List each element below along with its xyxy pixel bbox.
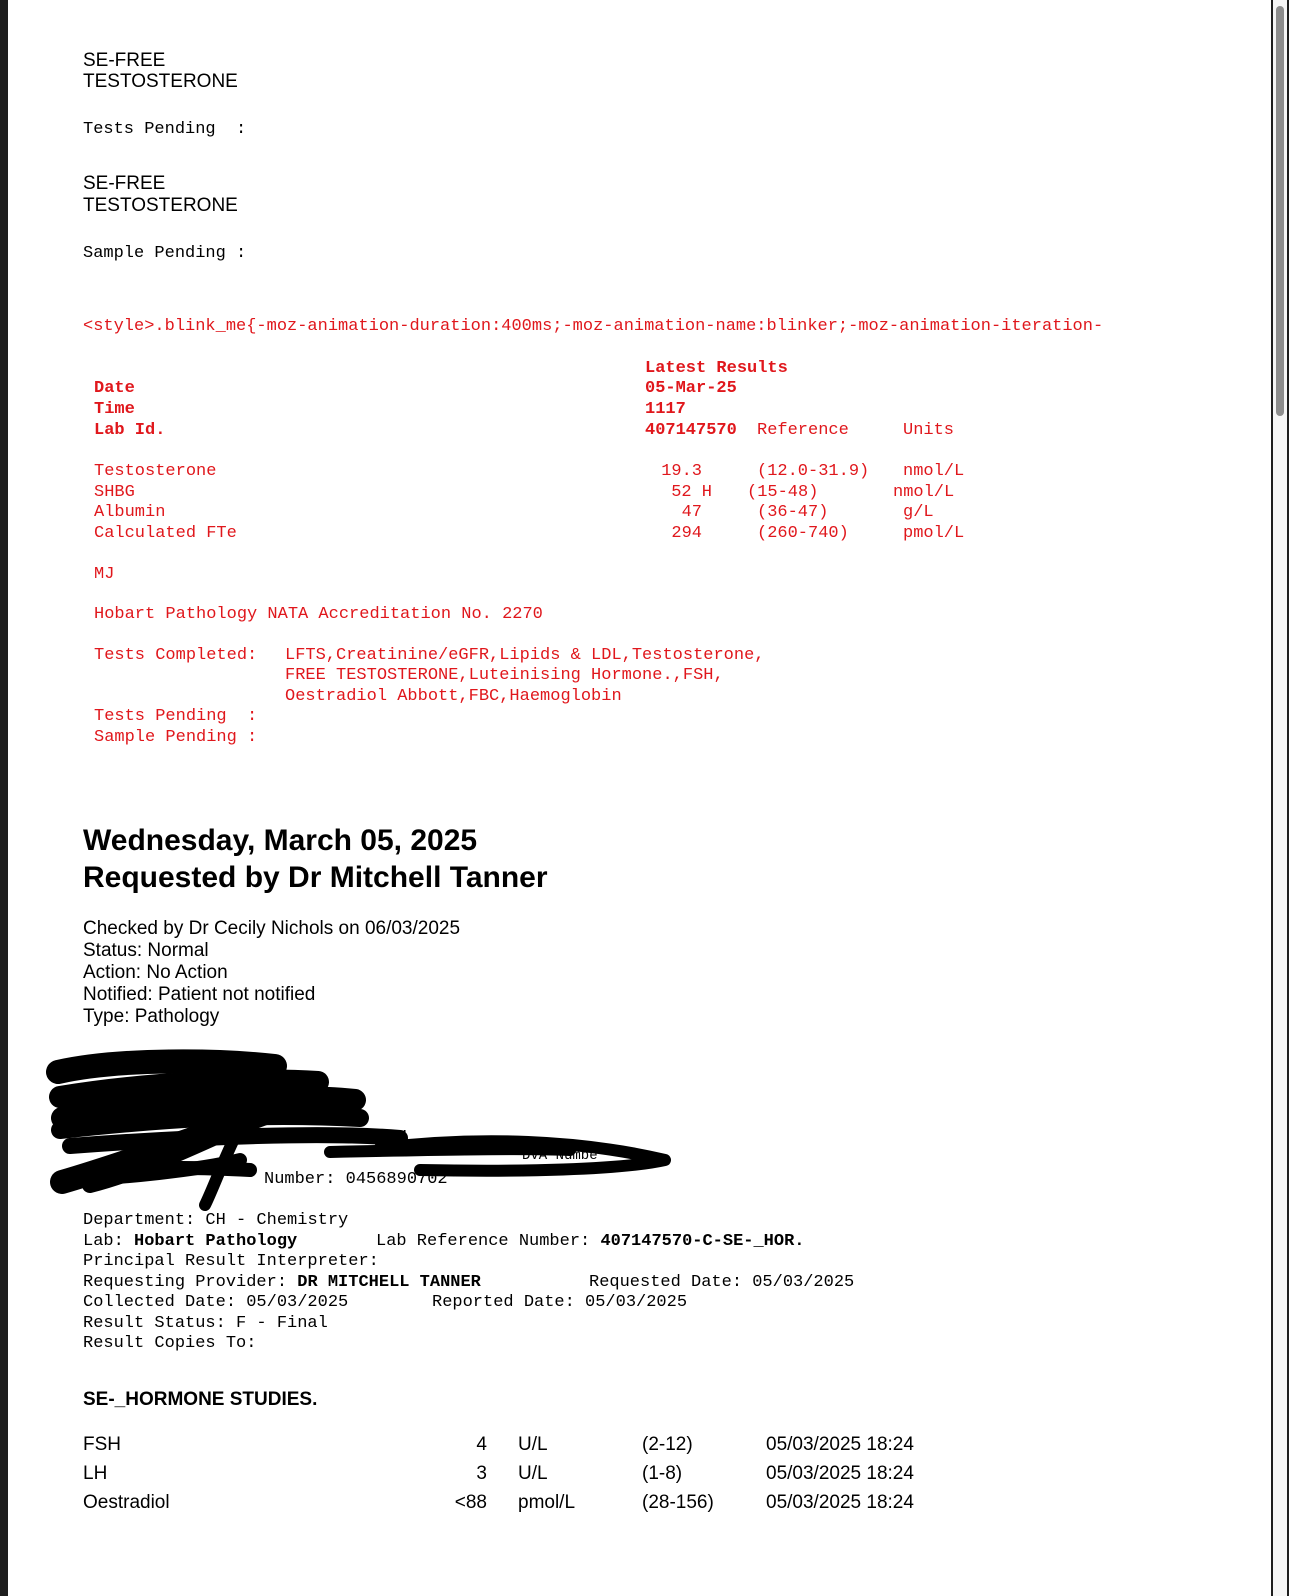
department-label: Department: xyxy=(83,1211,196,1230)
result-row-ref: (36-47) xyxy=(757,503,829,522)
lab-id-label: Lab Id. xyxy=(94,421,166,440)
requesting-label: Requesting Provider: xyxy=(83,1273,288,1292)
units-header: Units xyxy=(903,421,955,440)
partial-dva-text: DVA Numbe xyxy=(522,1148,598,1164)
block1-line1: SE-FREE xyxy=(83,50,166,71)
style-leak-text: <style>.blink_me{-moz-animation-duration:400ms;-moz-animation-name:blinker;-moz-animation-iteration- xyxy=(83,317,1104,336)
requesting-line xyxy=(83,1272,481,1293)
initials: MJ xyxy=(94,565,115,584)
result-lab-id: 407147570 xyxy=(645,421,737,440)
lab-reference-value: 407147570-C-SE-_HOR. xyxy=(600,1232,805,1251)
reference-header: Reference xyxy=(757,421,849,440)
hormone-row-name: FSH xyxy=(83,1434,121,1455)
top-sample-pending: Sample Pending : xyxy=(83,244,247,263)
hormone-row-ref: (1-8) xyxy=(642,1463,683,1484)
requesting-value: DR MITCHELL TANNER xyxy=(297,1273,481,1292)
department-line xyxy=(83,1210,348,1231)
hormone-row-value: 4 xyxy=(476,1434,487,1455)
scrollbar-thumb[interactable] xyxy=(1276,6,1284,416)
result-row-name: Testosterone xyxy=(94,462,217,481)
type-line: Type: Pathology xyxy=(83,1006,220,1027)
date-label: Date xyxy=(94,379,135,398)
reported-date: Reported Date: 05/03/2025 xyxy=(432,1293,688,1312)
accreditation: Hobart Pathology NATA Accreditation No. 2270 xyxy=(94,605,543,624)
hormone-row-datetime: 05/03/2025 18:24 xyxy=(766,1463,914,1484)
hormone-row-ref: (2-12) xyxy=(642,1434,693,1455)
block1-line2: TESTOSTERONE xyxy=(83,71,238,92)
time-label: Time xyxy=(94,400,135,419)
collected-date: Collected Date: 05/03/2025 xyxy=(83,1293,349,1312)
lab-label: Lab: xyxy=(83,1232,124,1251)
red-tests-pending: Tests Pending : xyxy=(94,707,258,726)
lab-line xyxy=(83,1231,297,1252)
result-row-ref: (12.0-31.9) xyxy=(757,462,870,481)
department-value: CH - Chemistry xyxy=(205,1211,349,1230)
block2-line1: SE-FREE xyxy=(83,173,166,194)
hormone-row-datetime: 05/03/2025 18:24 xyxy=(766,1492,914,1513)
top-tests-pending: Tests Pending : xyxy=(83,120,247,139)
lab-value: Hobart Pathology xyxy=(134,1232,298,1251)
result-row-name: SHBG xyxy=(94,483,135,502)
status-line: Status: Normal xyxy=(83,940,209,961)
result-row-ref: (15-48) xyxy=(747,483,819,502)
lab-reference-line xyxy=(376,1231,805,1252)
hormone-row-ref: (28-156) xyxy=(642,1492,714,1513)
hormone-row-name: Oestradiol xyxy=(83,1492,170,1513)
result-row-units: pmol/L xyxy=(903,524,965,543)
result-time: 1117 xyxy=(645,400,686,419)
hormone-heading: SE-_HORMONE STUDIES. xyxy=(83,1389,318,1410)
result-row-value: 294 xyxy=(671,524,702,543)
result-row-value: 52 H xyxy=(671,483,712,502)
hormone-row-units: U/L xyxy=(518,1463,548,1484)
result-row-units: nmol/L xyxy=(893,483,955,502)
tests-completed-label: Tests Completed: xyxy=(94,646,258,665)
requested-by-heading: Requested by Dr Mitchell Tanner xyxy=(83,861,548,894)
notified-line: Notified: Patient not notified xyxy=(83,984,316,1005)
tests-completed-line: FREE TESTOSTERONE,Luteinising Hormone.,FSH, xyxy=(285,666,724,685)
block2-line2: TESTOSTERONE xyxy=(83,195,238,216)
hormone-row-value: <88 xyxy=(454,1492,487,1513)
hormone-row-datetime: 05/03/2025 18:24 xyxy=(766,1434,914,1455)
result-row-name: Calculated FTe xyxy=(94,524,237,543)
checked-by: Checked by Dr Cecily Nichols on 06/03/2025 xyxy=(83,918,461,939)
result-date: 05-Mar-25 xyxy=(645,379,737,398)
action-line: Action: No Action xyxy=(83,962,228,983)
requested-date: Requested Date: 05/03/2025 xyxy=(589,1273,855,1292)
principal-interpreter: Principal Result Interpreter: xyxy=(83,1252,379,1271)
hormone-row-units: U/L xyxy=(518,1434,548,1455)
result-status: Result Status: F - Final xyxy=(83,1314,328,1333)
result-row-units: g/L xyxy=(903,503,934,522)
result-row-name: Albumin xyxy=(94,503,166,522)
hormone-row-name: LH xyxy=(83,1463,108,1484)
partial-contact-number: Number: 0456890702 xyxy=(264,1170,448,1189)
tests-completed-line: Oestradiol Abbott,FBC,Haemoglobin xyxy=(285,687,622,706)
tests-completed-line: LFTS,Creatinine/eGFR,Lipids & LDL,Testosterone, xyxy=(285,646,765,665)
result-row-value: 19.3 xyxy=(661,462,702,481)
result-row-value: 47 xyxy=(681,503,702,522)
report-date-heading: Wednesday, March 05, 2025 xyxy=(83,824,478,857)
result-row-ref: (260-740) xyxy=(757,524,849,543)
result-copies-to: Result Copies To: xyxy=(83,1334,257,1353)
partial-sex-char: M xyxy=(398,1128,407,1144)
result-row-units: nmol/L xyxy=(903,462,965,481)
lab-reference-label: Lab Reference Number: xyxy=(376,1232,591,1251)
hormone-row-value: 3 xyxy=(476,1463,487,1484)
red-sample-pending: Sample Pending : xyxy=(94,728,258,747)
hormone-row-units: pmol/L xyxy=(518,1492,576,1513)
latest-results-heading: Latest Results xyxy=(645,359,788,378)
